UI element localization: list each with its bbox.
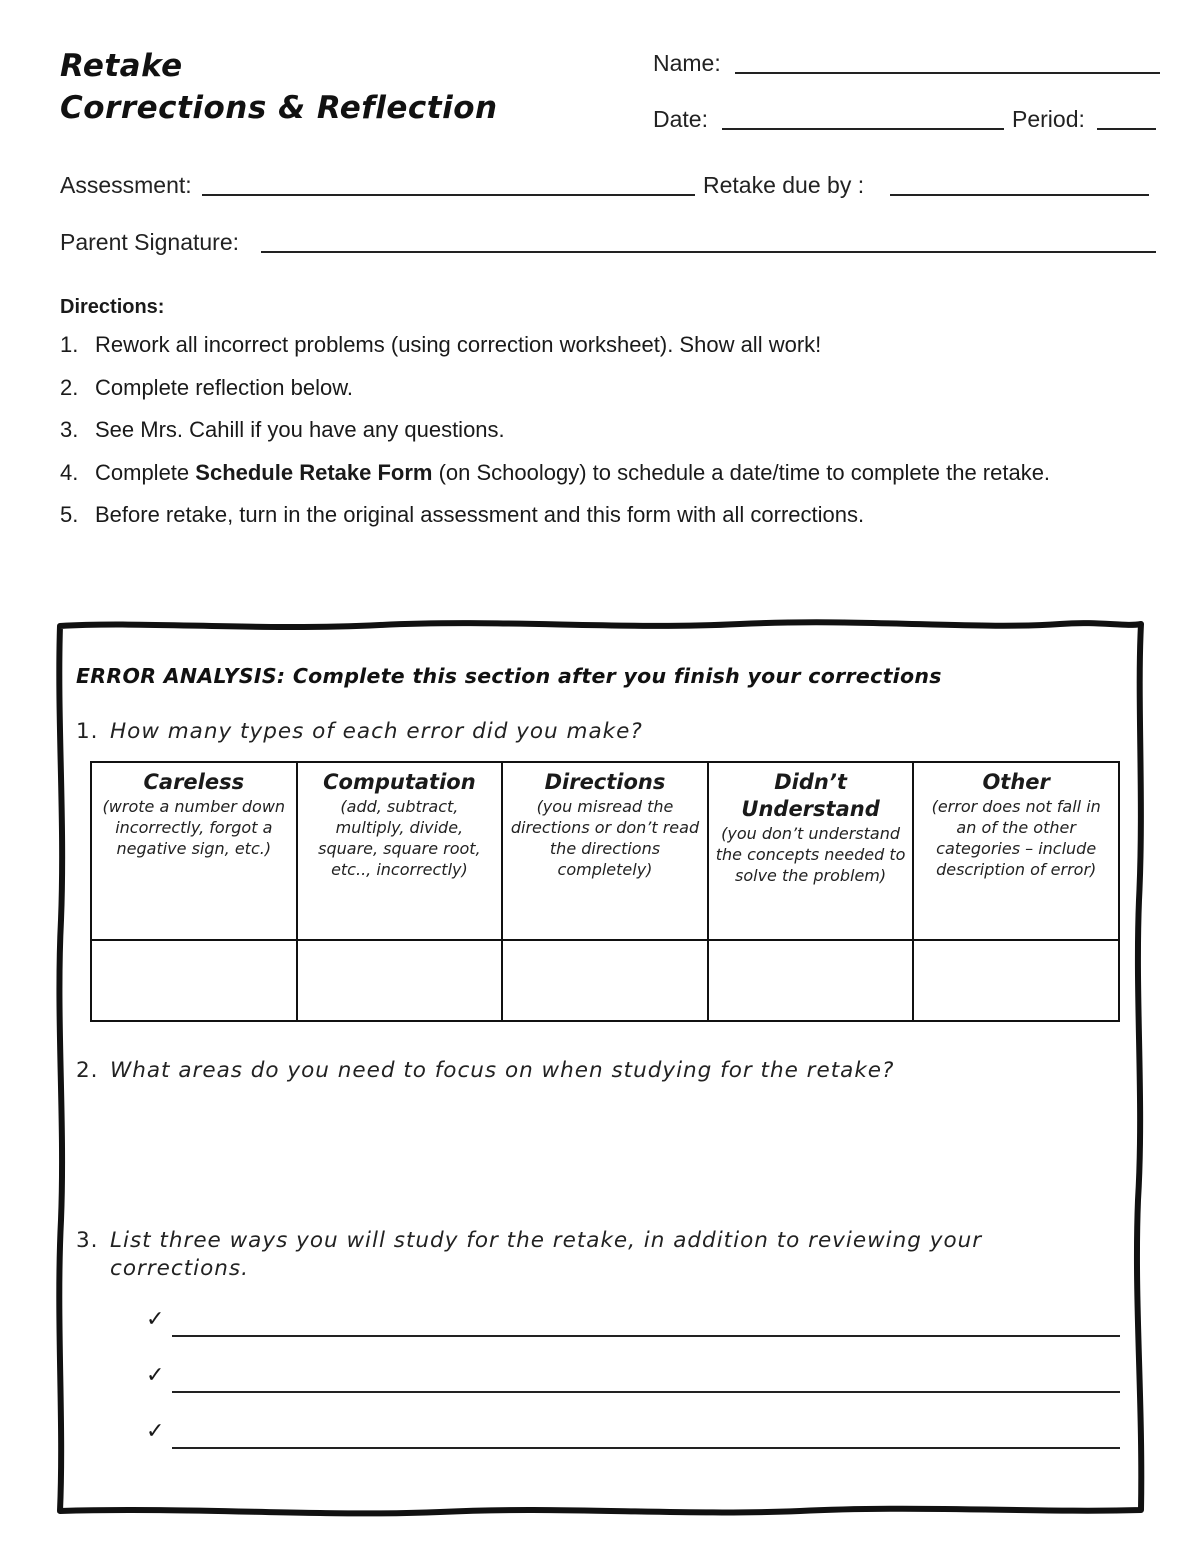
study-way-1-line[interactable] [172, 1335, 1120, 1337]
schedule-retake-form-link: Schedule Retake Form [195, 459, 433, 485]
directions-heading: Directions: [60, 296, 165, 318]
study-way-2[interactable] [146, 1363, 1120, 1393]
question-2: 2. What areas do you need to focus on when studying for the retake? [76, 1058, 895, 1083]
name-label: Name: [653, 50, 721, 76]
parent-signature-label: Parent Signature: [60, 229, 240, 255]
date-label: Date: [653, 106, 708, 132]
direction-item: 2. Complete reflection below. [60, 374, 354, 400]
study-way-3[interactable] [146, 1419, 1120, 1449]
careless-count-cell[interactable] [91, 940, 297, 1021]
direction-item: 1. Rework all incorrect problems (using correction worksheet). Show all work! [60, 332, 822, 357]
column-careless: Careless (wrote a number down incorrectly, forgot a negative sign, etc.) [91, 762, 297, 940]
error-types-table [90, 761, 1120, 1022]
question-2-answer-area[interactable] [110, 1095, 1120, 1215]
error-analysis-title: ERROR ANALYSIS: Complete this section after you finish your corrections [76, 664, 942, 688]
checkmark-icon: ✓ [146, 1419, 165, 1444]
direction-item: 4. Complete Schedule Retake Form (on Schoology) to schedule a date/time to complete the retake. [60, 459, 1051, 485]
directions-count-cell[interactable] [502, 940, 708, 1021]
question-3: 3. List three ways you will study for the retake, in addition to reviewing your corrections. [76, 1228, 983, 1281]
checkmark-icon: ✓ [146, 1363, 165, 1388]
didnt-understand-count-cell[interactable] [708, 940, 914, 1021]
other-count-cell[interactable] [913, 940, 1119, 1021]
study-way-2-line[interactable] [172, 1391, 1120, 1393]
period-label: Period: [1012, 106, 1085, 132]
retake-due-label: Retake due by : [703, 172, 865, 198]
column-directions: Directions (you misread the directions or don’t read the directions completely) [502, 762, 708, 940]
question-1: 1. How many types of each error did you make? [76, 719, 643, 744]
title-line-2: Corrections & Reflection [60, 90, 498, 126]
study-way-3-line[interactable] [172, 1447, 1120, 1449]
study-way-1[interactable] [146, 1307, 1120, 1337]
column-computation: Computation (add, subtract, multiply, divide, square, square root, etc.., incorrectly) [297, 762, 503, 940]
title-line-1: Retake [60, 48, 183, 84]
direction-item: 5. Before retake, turn in the original assessment and this form with all corrections. [60, 502, 865, 527]
checkmark-icon: ✓ [146, 1307, 165, 1332]
column-other: Other (error does not fall in an of the other categories – include description of error) [913, 762, 1119, 940]
assessment-label: Assessment: [60, 172, 192, 198]
direction-item: 3. See Mrs. Cahill if you have any questions. [60, 417, 505, 442]
computation-count-cell[interactable] [297, 940, 503, 1021]
column-didnt-understand: Didn’t Understand (you don’t understand the concepts needed to solve the problem) [708, 762, 914, 940]
